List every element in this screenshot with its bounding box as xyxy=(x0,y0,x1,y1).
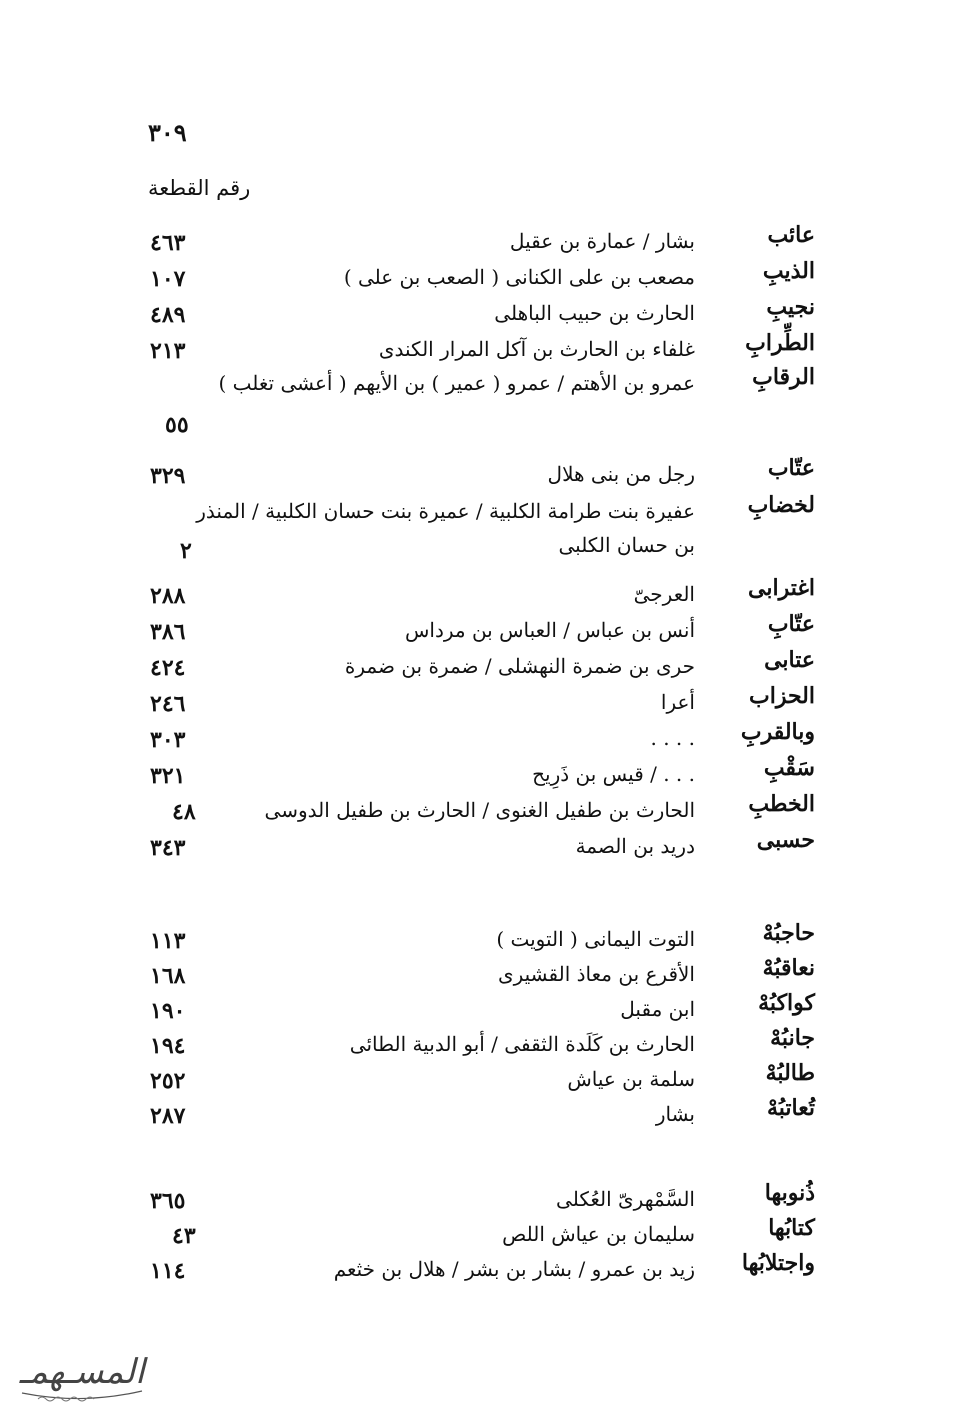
piece-number: ١٦٨ xyxy=(150,963,186,989)
piece-number: ٢٤٦ xyxy=(150,691,186,717)
list-item xyxy=(0,1250,975,1290)
list-item xyxy=(0,755,975,795)
poet-name: عفيرة بنت طرامة الكلبية / عميرة بنت حسان الكلبية / المنذر بن حسان الكلبى xyxy=(196,499,695,557)
poet-name: الحارث بن حبيب الباهلى xyxy=(494,301,695,325)
list-item xyxy=(0,492,975,572)
list-item xyxy=(0,1180,975,1220)
list-item xyxy=(0,222,975,262)
rhyme-word: جانبُهْ xyxy=(770,1025,815,1051)
list-item xyxy=(0,683,975,723)
rhyme-word: عتابى xyxy=(764,647,815,673)
watermark-logo xyxy=(8,1335,156,1411)
list-item xyxy=(0,1025,975,1065)
piece-number: ٣٤٣ xyxy=(150,835,186,861)
list-item xyxy=(0,827,975,867)
rhyme-word: لخضابِ xyxy=(747,492,815,518)
piece-number: ٢ xyxy=(180,538,192,564)
poet-name: . . . . xyxy=(650,726,695,750)
list-item xyxy=(0,575,975,615)
list-item xyxy=(0,1060,975,1100)
list-item xyxy=(0,1215,975,1255)
poet-name: الحارث بن طفيل الغنوى / الحارث بن طفيل الدوسى xyxy=(264,798,695,822)
rhyme-word: الرقابِ xyxy=(752,364,815,390)
piece-number: ٥٥ xyxy=(165,412,189,438)
piece-number: ١١٤ xyxy=(150,1258,186,1284)
list-item xyxy=(0,791,975,831)
poet-name: التوت اليمانى ( التويت ) xyxy=(496,927,695,951)
rhyme-word: الطِّرابِ xyxy=(745,330,815,356)
rhyme-word: الذيبِ xyxy=(762,258,815,284)
list-item xyxy=(0,611,975,651)
poet-name: العرجىّ xyxy=(633,582,695,606)
rhyme-word: الخطبِ xyxy=(748,791,815,817)
rhyme-word: عائب xyxy=(767,222,815,248)
rhyme-word: سَقْبِ xyxy=(763,755,815,781)
piece-number: ٢٥٢ xyxy=(150,1068,186,1094)
list-item xyxy=(0,920,975,960)
watermark-text: المسـهمـ xyxy=(19,1352,145,1392)
piece-number: ١٩٤ xyxy=(150,1033,186,1059)
piece-number: ٤٣ xyxy=(172,1223,196,1249)
rhyme-word: عتّاب xyxy=(767,455,815,481)
poet-name: أنس بن عباس / العباس بن مرداس xyxy=(404,618,695,642)
poet-name: أعرا xyxy=(660,690,695,714)
list-item xyxy=(0,719,975,759)
piece-number: ٢٨٨ xyxy=(150,583,186,609)
rhyme-word: نجيبِ xyxy=(766,294,815,320)
piece-number: ٣٦٥ xyxy=(150,1188,186,1214)
rhyme-word: كتابُها xyxy=(768,1215,815,1241)
list-item xyxy=(0,647,975,687)
poet-name: مصعب بن على الكنانى ( الصعب بن على ) xyxy=(343,265,695,289)
page-number: ٣٠٩ xyxy=(148,118,187,147)
poet-name: رجل من بنى هلال xyxy=(547,462,695,486)
piece-number: ٤٨ xyxy=(172,799,196,825)
piece-number: ٣٢١ xyxy=(150,763,186,789)
rhyme-word: نعاقبُهْ xyxy=(762,955,815,981)
rhyme-word: حاجبُهْ xyxy=(762,920,815,946)
rhyme-word: حسبى xyxy=(756,827,815,853)
rhyme-word: تُعاتبُهْ xyxy=(767,1095,815,1121)
list-item xyxy=(0,955,975,995)
poet-name: بشار xyxy=(655,1102,695,1126)
poet-name: الأقرع بن معاذ القشيرى xyxy=(497,962,695,986)
piece-number: ٤٨٩ xyxy=(150,302,186,328)
piece-number: ٢٨٧ xyxy=(150,1103,186,1129)
piece-number: ٤٢٤ xyxy=(150,655,186,681)
poet-name: زيد بن عمرو / بشار بن بشر / هلال بن خثعم xyxy=(333,1257,695,1281)
poet-name: . . . / قيس بن ذَرِيح xyxy=(532,762,695,786)
piece-number: ٢١٣ xyxy=(150,338,186,364)
list-item xyxy=(0,1095,975,1135)
rhyme-word: واجتلابُها xyxy=(741,1250,815,1276)
poet-name: السَّمْهرىّ العُكلى xyxy=(556,1187,695,1211)
poet-name: سليمان بن عياش اللص xyxy=(502,1222,695,1246)
list-item xyxy=(0,258,975,298)
rhyme-word: وبالقربِ xyxy=(740,719,815,745)
rhyme-word: طالبُهْ xyxy=(765,1060,815,1086)
rhyme-word: كواكبُهْ xyxy=(758,990,815,1016)
rhyme-word: اغترابى xyxy=(748,575,815,601)
piece-number: ٣٠٣ xyxy=(150,727,186,753)
poet-name: دريد بن الصمة xyxy=(575,834,695,858)
poet-name: عمرو بن الأهتم / عمرو ( عمير ) بن الأيهم ( أعشى تغلب ) xyxy=(218,371,695,395)
rhyme-word: الحزاب xyxy=(749,683,815,709)
rhyme-word: ذُنوبها xyxy=(764,1180,815,1206)
piece-number: ٣٢٩ xyxy=(150,463,186,489)
poet-name: الحارث بن كَلَدة الثقفى / أبو الدبية الطائى xyxy=(349,1032,695,1056)
piece-number: ١١٣ xyxy=(150,928,186,954)
list-item xyxy=(0,990,975,1030)
poet-name: سلمة بن عياش xyxy=(567,1067,695,1091)
column-header: رقم القطعة xyxy=(148,176,251,200)
poet-name: غلفاء بن الحارث بن آكل المرار الكندى xyxy=(378,337,695,361)
poet-name: بشار / عمارة بن عقيل xyxy=(509,229,695,253)
piece-number: ٤٦٣ xyxy=(150,230,186,256)
list-item xyxy=(0,364,975,444)
list-item xyxy=(0,455,975,495)
poet-name: ابن مقبل xyxy=(620,997,695,1021)
poet-name: حرى بن ضمرة النهشلى / ضمرة بن ضمرة xyxy=(344,654,695,678)
piece-number: ١٠٧ xyxy=(150,266,186,292)
piece-number: ١٩٠ xyxy=(150,998,186,1024)
rhyme-word: عتّابِ xyxy=(767,611,815,637)
piece-number: ٣٨٦ xyxy=(150,619,186,645)
watermark-scribble xyxy=(38,1397,94,1401)
list-item xyxy=(0,294,975,334)
